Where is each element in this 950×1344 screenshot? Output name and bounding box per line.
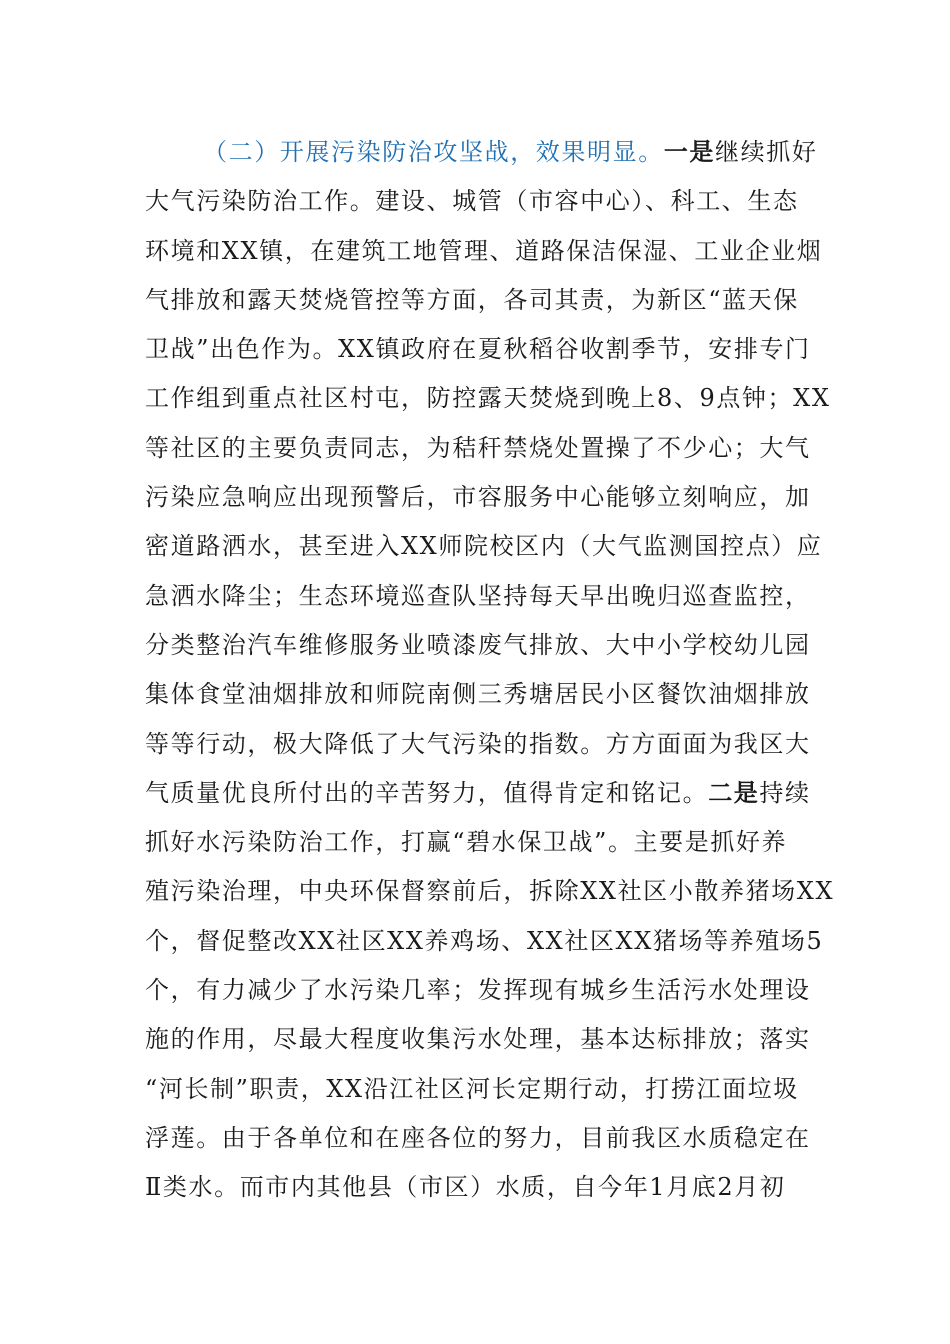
text-run: 等等行动，极大降低了大气污染的指数。方方面面为我区大 <box>145 729 811 758</box>
text-line <box>145 921 824 970</box>
text-run: 密道路洒水，甚至进入XX师院校区内（大气监测国控点）应 <box>145 532 823 561</box>
text-run: 等社区的主要负责同志，为秸秆禁烧处置操了不少心；大气 <box>145 433 811 462</box>
text-run: 环境和XX镇，在建筑工地管理、道路保洁保湿、工业企业烟 <box>145 236 823 265</box>
text-run: 个，有力减少了水污染几率；发挥现有城乡生活污水处理设 <box>145 976 811 1005</box>
text-line <box>145 822 810 871</box>
text-run: 集体食堂油烟排放和师院南侧三秀塘居民小区餐饮油烟排放 <box>145 680 811 709</box>
text-run: 卫战”出色作为。XX镇政府在夏秋稻谷收割季节，安排专门 <box>145 335 811 364</box>
text-line <box>145 1167 810 1216</box>
text-line <box>145 724 810 773</box>
text-run: 气排放和露天焚烧管控等方面，各司其责，为新区“蓝天保 <box>145 285 799 314</box>
text-run: 分类整治汽车维修服务业喷漆废气排放、大中小学校幼儿园 <box>145 630 811 659</box>
text-line <box>145 132 818 181</box>
text-run: 抓好水污染防治工作，打赢“碧水保卫战”。主要是抓好养 <box>145 828 788 857</box>
text-run: 气质量优良所付出的辛苦努力，值得肯定和铭记。 <box>145 778 709 807</box>
text-line <box>145 576 810 625</box>
section-heading: （二）开展污染防治攻坚战，效果明显。 <box>203 138 664 166</box>
body-paragraph <box>145 132 835 1217</box>
text-line <box>145 674 810 723</box>
text-run: 施的作用，尽最大程度收集污水处理，基本达标排放；落实 <box>145 1025 811 1054</box>
text-run: Ⅱ类水。而市内其他县（市区）水质，自今年1月底2月初 <box>145 1173 786 1202</box>
text-line <box>145 428 810 477</box>
text-line <box>145 625 810 674</box>
text-run: 浮莲。由于各单位和在座各位的努力，目前我区水质稳定在 <box>145 1123 811 1152</box>
text-line <box>145 378 831 427</box>
text-run: 殖污染治理，中央环保督察前后，拆除XX社区小散养猪场XX <box>145 877 835 906</box>
text-line <box>145 477 810 526</box>
text-line <box>145 526 823 575</box>
text-line <box>145 280 810 329</box>
text-line <box>145 1118 810 1167</box>
text-run: 大气污染防治工作。建设、城管（市容中心）、科工、生态 <box>145 187 799 216</box>
text-line <box>145 329 810 378</box>
text-run: “河长制”职责，XX沿江社区河长定期行动，打捞江面垃圾 <box>145 1074 799 1103</box>
text-line <box>145 181 810 230</box>
text-run: 个，督促整改XX社区XX养鸡场、XX社区XX猪场等养殖场5 <box>145 926 824 955</box>
text-run: 污染应急响应出现预警后，市容服务中心能够立刻响应，加 <box>145 483 811 512</box>
text-run: 工作组到重点社区村屯，防控露天焚烧到晚上8、9点钟；XX <box>145 384 831 413</box>
text-run: 持续 <box>759 778 811 807</box>
text-line <box>145 970 810 1019</box>
text-line <box>145 871 835 920</box>
text-line <box>145 231 823 280</box>
emphasis-label: 一是 <box>663 137 716 166</box>
text-run: 急洒水降尘；生态环境巡查队坚持每天早出晚归巡查监控， <box>145 581 811 610</box>
emphasis-label: 二是 <box>708 777 760 807</box>
text-line <box>145 1019 810 1068</box>
text-line <box>145 1069 810 1118</box>
text-run: 继续抓好 <box>715 138 818 166</box>
text-line <box>145 773 810 822</box>
